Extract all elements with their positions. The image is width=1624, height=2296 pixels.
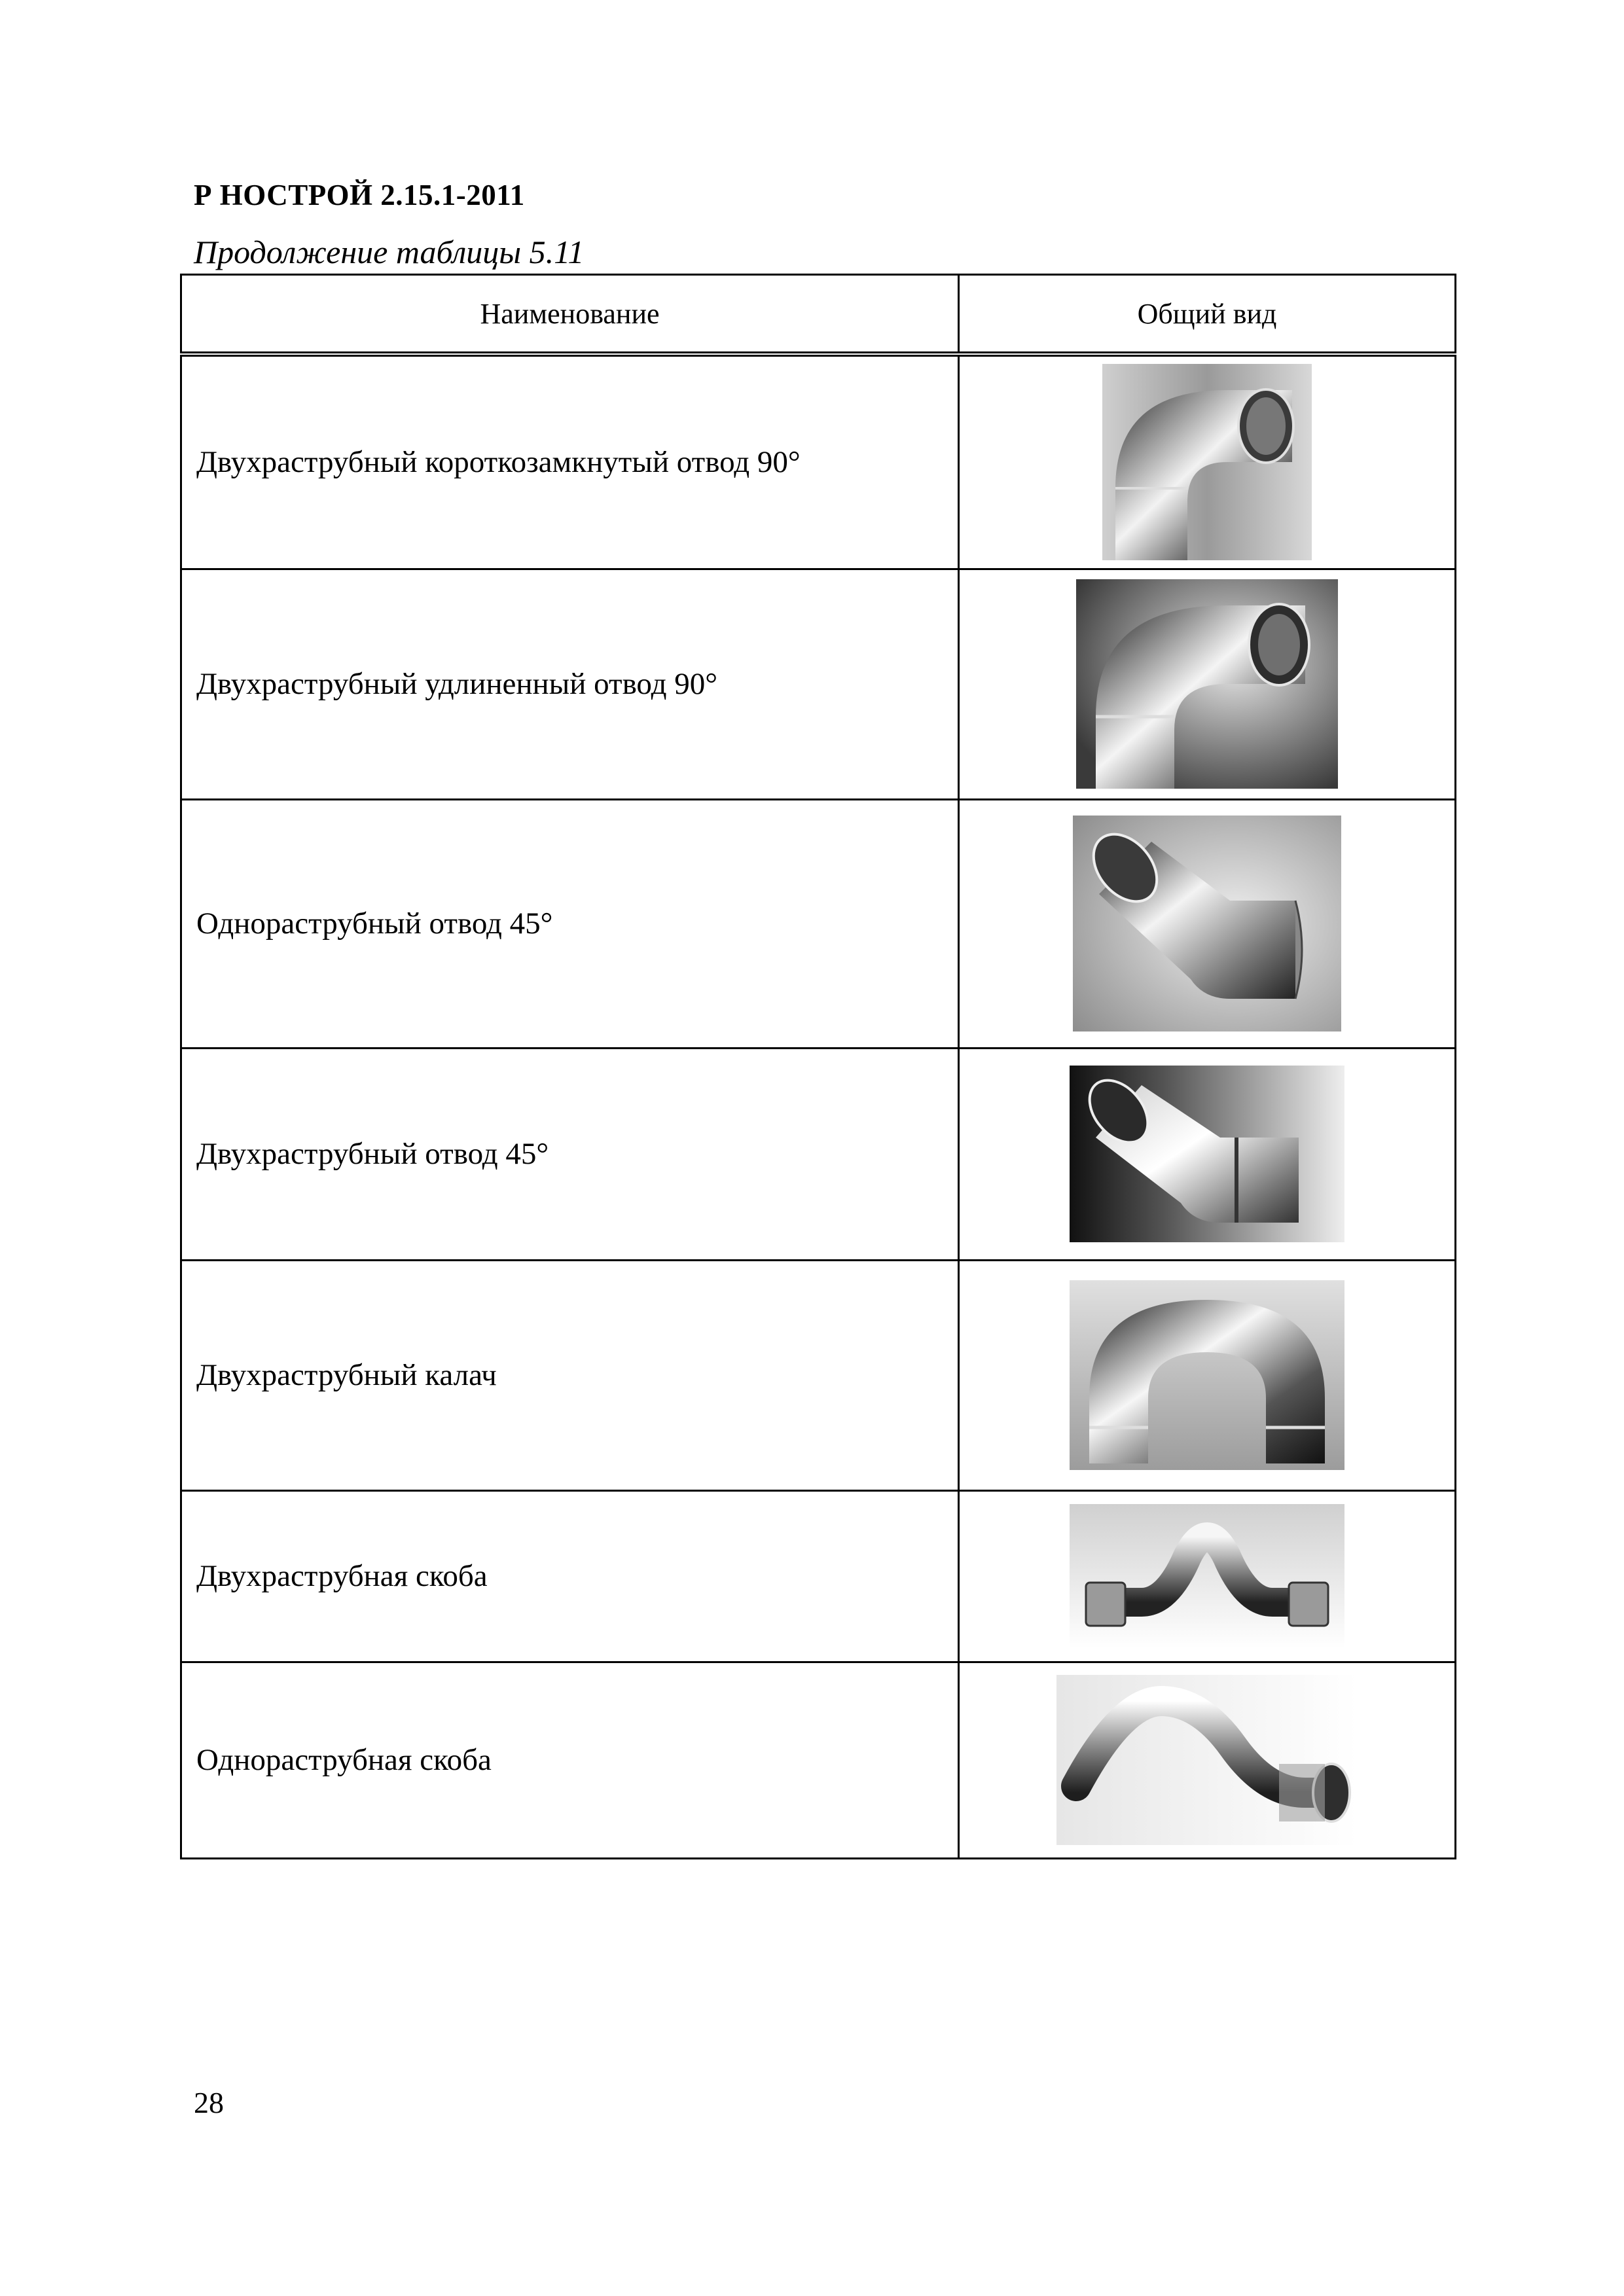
single-socket-crossover-image — [1056, 1675, 1358, 1845]
long-90-elbow-image — [1076, 579, 1338, 789]
fitting-image-cell — [959, 1662, 1456, 1858]
fittings-table — [180, 274, 1456, 1859]
fitting-name: Двухраструбный отвод 45° — [181, 1048, 959, 1260]
single-socket-45-elbow-image — [1073, 816, 1341, 1031]
fitting-name: Двухраструбный короткозамкнутый отвод 90° — [181, 354, 959, 569]
table-caption: Продолжение таблицы 5.11 — [194, 234, 585, 270]
column-header-view: Общий вид — [959, 275, 1456, 355]
fitting-image-cell — [959, 799, 1456, 1048]
page-number: 28 — [194, 2086, 224, 2119]
fitting-name: Однораструбный отвод 45° — [181, 799, 959, 1048]
document-code: Р НОСТРОЙ 2.15.1-2011 — [194, 179, 525, 211]
table-header-row — [181, 275, 1456, 355]
table-row — [181, 799, 1456, 1048]
fitting-image-cell — [959, 1048, 1456, 1260]
fitting-image-cell — [959, 569, 1456, 799]
fitting-name: Двухраструбный калач — [181, 1260, 959, 1490]
column-header-name: Наименование — [181, 275, 959, 355]
fitting-name: Двухраструбная скоба — [181, 1490, 959, 1662]
short-90-elbow-image — [1102, 364, 1312, 560]
table-row — [181, 569, 1456, 799]
fitting-image-cell — [959, 354, 1456, 569]
table-row — [181, 1490, 1456, 1662]
double-socket-45-elbow-image — [1070, 1066, 1344, 1242]
double-socket-crossover-image — [1070, 1504, 1344, 1648]
table-row — [181, 1048, 1456, 1260]
fitting-name: Однораструбная скоба — [181, 1662, 959, 1858]
return-bend-image — [1070, 1280, 1344, 1470]
fitting-name: Двухраструбный удлиненный отвод 90° — [181, 569, 959, 799]
table-row — [181, 354, 1456, 569]
fitting-image-cell — [959, 1260, 1456, 1490]
table-row — [181, 1662, 1456, 1858]
table-row — [181, 1260, 1456, 1490]
fitting-image-cell — [959, 1490, 1456, 1662]
